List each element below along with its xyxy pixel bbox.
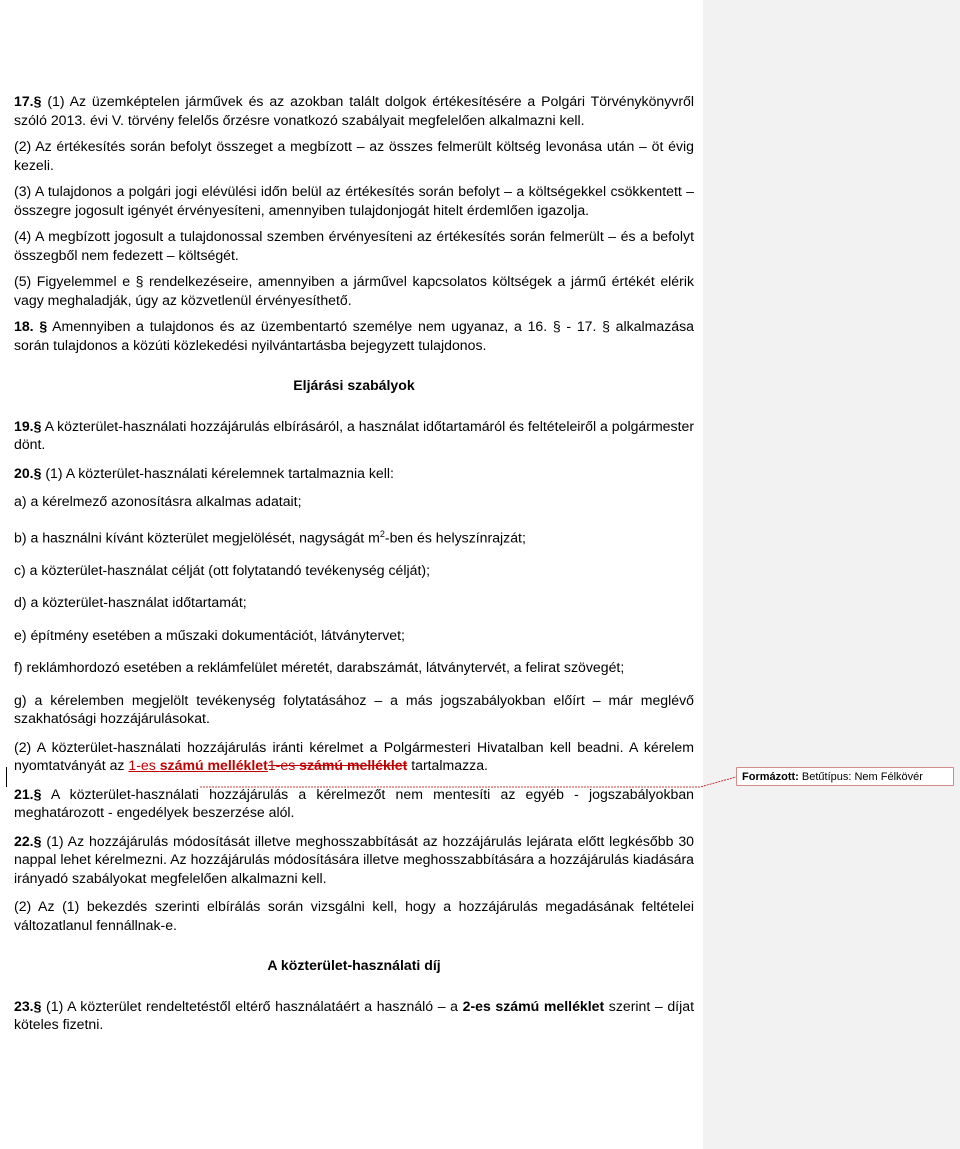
paragraph-text: A közterület-használati hozzájárulás a kérelmezőt nem mentesíti az egyéb - jogszabályokban meghatározott - engedélyek beszerzése alól. bbox=[14, 785, 694, 821]
section-sign: § bbox=[33, 464, 42, 481]
paragraph-text: tartalmazza. bbox=[407, 757, 488, 774]
heading-eljarasi-szabalyok: Eljárási szabályok bbox=[293, 377, 415, 393]
revision-change-bar bbox=[6, 767, 7, 787]
list-item-text: b) a használni kívánt közterület megjelölését, nagyságát m bbox=[14, 529, 380, 546]
paragraph-text: A közterület-használati hozzájárulás elbírásáról, a használat időtartamáról és feltételeiről a polgármester dönt. bbox=[14, 417, 695, 452]
section-number-21: 21. bbox=[14, 785, 34, 802]
paragraph-17-5: (5) Figyelemmel e § rendelkezéseire, amennyiben a járművel kapcsolatos költségek a jármű értékét elérik vagy meghaladják, úgy az közvetlenül érvényesíthető. bbox=[14, 273, 694, 308]
section-number-20: 20. bbox=[14, 464, 34, 481]
paragraph-text: (1) A közterület-használati kérelemnek tartalmaznia kell: bbox=[45, 464, 394, 481]
bold-reference: 2-es számú melléklet bbox=[462, 997, 605, 1014]
tracked-deletion: számú melléklet bbox=[299, 757, 408, 774]
tracked-insertion: számú melléklet bbox=[159, 757, 268, 774]
paragraph-19 bbox=[14, 417, 694, 454]
list-item-f: f) reklámhordozó esetében a reklámfelület méretét, darabszámát, látványtervét, a felirat szövegét; bbox=[14, 659, 625, 676]
heading-kozterulet-hasznalati-dij: A közterület-használati díj bbox=[267, 957, 441, 974]
section-sign: § bbox=[39, 318, 48, 334]
list-item-g: g) a kérelemben megjelölt tevékenység folytatásához – a más jogszabályokban előírt – már meglévő szakhatósági hozzájárulásokat. bbox=[14, 691, 694, 727]
list-item-d: d) a közterület-használat időtartamát; bbox=[14, 594, 247, 611]
comment-value: Betűtípus: Nem Félkövér bbox=[801, 771, 923, 783]
section-sign: § bbox=[33, 997, 42, 1014]
section-sign: § bbox=[33, 417, 42, 434]
section-number-22: 22. bbox=[14, 832, 34, 849]
list-item-b bbox=[14, 525, 694, 547]
superscript: 2 bbox=[379, 528, 385, 539]
comment-margin-pane bbox=[703, 0, 960, 1149]
paragraph-20-2 bbox=[14, 738, 694, 775]
paragraph-17-2: (2) Az értékesítés során befolyt összeget a megbízott – az összes felmerült költség levonása után – öt évig kezeli. bbox=[14, 138, 694, 173]
list-item-text: -ben és helyszínrajzát; bbox=[384, 529, 526, 546]
tracked-deletion: 1-es bbox=[267, 757, 300, 774]
comment-label: Formázott: bbox=[742, 771, 799, 783]
paragraph-22-2: (2) Az (1) bekezdés szerinti elbírálás során vizsgálni kell, hogy a hozzájárulás megadásának feltételei változatlanul fennállnak-e. bbox=[14, 898, 694, 933]
paragraph-23 bbox=[14, 997, 694, 1034]
section-number-17: 17. bbox=[14, 93, 34, 109]
list-item-e: e) építmény esetében a műszaki dokumentációt, látványtervet; bbox=[14, 626, 405, 643]
section-sign: § bbox=[33, 93, 42, 109]
paragraph-17-4: (4) A megbízott jogosult a tulajdonossal szemben érvényesíteni az értékesítés során felmerült – és a befolyt összegből nem fedezett – költségét. bbox=[14, 228, 694, 263]
section-number-19: 19. bbox=[14, 417, 34, 434]
paragraph-text: (2) A közterület-használati hozzájárulás iránti kérelmet a Polgármesteri Hivatalban kell beadni. A kérelem nyomtatványát az bbox=[14, 738, 694, 774]
section-sign: § bbox=[33, 785, 42, 802]
tracked-insertion: 1-es bbox=[128, 757, 160, 774]
document-body bbox=[14, 92, 694, 1044]
paragraph-22-1 bbox=[14, 832, 694, 888]
section-sign: § bbox=[33, 832, 42, 849]
paragraph-text: (1) Az hozzájárulás módosítását illetve meghosszabbítását az hozzájárulás lejárata előtt legkésőbb 30 nappal lehet kérelmezni. Az hozzájárulás módosítására illetve meghosszabbítására a hozzájárulás kiadására irányadó szabályokat megfelelően alkalmazni kell. bbox=[14, 832, 694, 886]
paragraph-21 bbox=[14, 785, 694, 822]
paragraph-text: szerint – díjat köteles fizetni. bbox=[14, 997, 694, 1033]
section-number-18: 18. bbox=[14, 318, 34, 334]
paragraph-17-3: (3) A tulajdonos a polgári jogi elévülési időn belül az értékesítés során befolyt – a költségekkel csökkentett – összegre jogosult igényét érvényesíteni, amennyiben tulajdonjogát hitelt érdemlően igazolja. bbox=[14, 183, 694, 218]
paragraph-text: (1) A közterület rendeltetéstől eltérő használatáért a használó – a bbox=[46, 997, 463, 1014]
list-item-a: a) a kérelmező azonosításra alkalmas adatait; bbox=[14, 493, 302, 509]
section-number-23: 23. bbox=[14, 997, 34, 1014]
paragraph-17-1 bbox=[14, 92, 694, 129]
formatting-comment-balloon[interactable] bbox=[736, 767, 954, 786]
paragraph-20-1 bbox=[14, 464, 694, 483]
paragraph-text: Amennyiben a tulajdonos és az üzembentartó személye nem ugyanaz, a 16. § - 17. § alkalmazása során tulajdonos a közúti közlekedési nyilvántartásba bejegyzett tulajdonos. bbox=[14, 318, 695, 353]
list-item-c: c) a közterület-használat célját (ott folytatandó tevékenység célját); bbox=[14, 561, 430, 578]
paragraph-18 bbox=[14, 317, 694, 354]
paragraph-text: (1) Az üzemképtelen járművek és az azokban talált dolgok értékesítésére a Polgári Törvénykönyvről szóló 2013. évi V. törvény felelős őrzésre vonatkozó szabályait megfelelően alkalmazni kell. bbox=[14, 93, 695, 128]
